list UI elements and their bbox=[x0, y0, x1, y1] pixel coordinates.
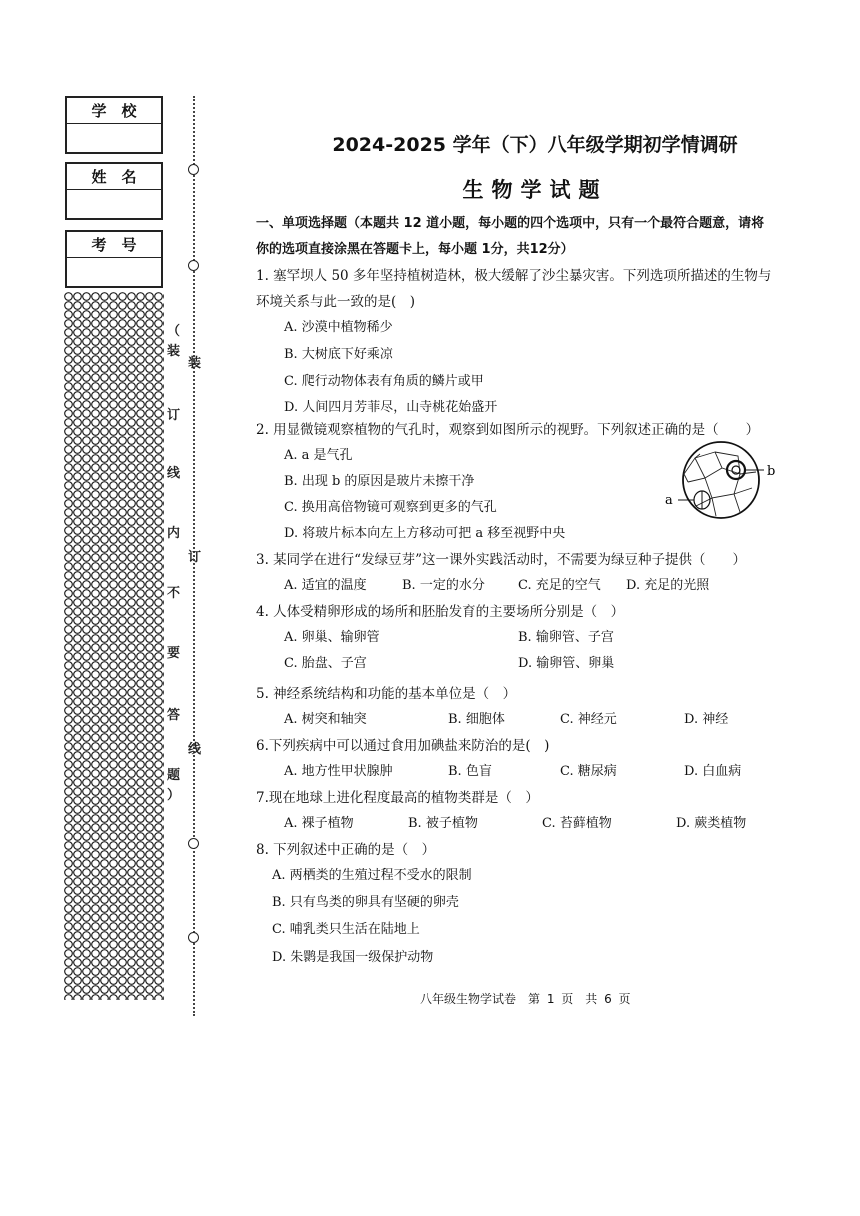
option[interactable]: A. 两栖类的生殖过程不受水的限制 bbox=[272, 868, 472, 883]
option[interactable]: C. 糖尿病 bbox=[560, 764, 617, 779]
binding-char: 装 bbox=[167, 344, 181, 359]
binding-char: 线 bbox=[188, 742, 202, 757]
option[interactable]: A. 裸子植物 bbox=[284, 816, 354, 831]
question-1-stem: 环境关系与此一致的是( ) bbox=[256, 294, 416, 310]
binding-char: 线 bbox=[167, 466, 181, 481]
question-8-stem: 8. 下列叙述中正确的是（ ） bbox=[256, 842, 436, 858]
option[interactable]: C. 充足的空气 bbox=[518, 578, 601, 593]
exam-id-label: 考 号 bbox=[67, 232, 161, 258]
binding-char: 订 bbox=[167, 408, 181, 423]
page-footer: 八年级生物学试卷 第 1 页 共 6 页 bbox=[420, 992, 631, 1006]
question-2-stem: 2. 用显微镜观察植物的气孔时，观察到如图所示的视野。下列叙述正确的是（ ） bbox=[256, 422, 760, 438]
binding-char: 答 bbox=[167, 708, 181, 723]
exam-subtitle: 生物学试题 bbox=[462, 178, 608, 202]
binding-char: 装 bbox=[188, 356, 202, 371]
option[interactable]: C. 爬行动物体表有角质的鳞片或甲 bbox=[284, 374, 484, 389]
option[interactable]: B. 出现 b 的原因是玻片未擦干净 bbox=[284, 474, 475, 489]
option[interactable]: D. 充足的光照 bbox=[626, 578, 710, 593]
microscope-field-figure bbox=[660, 438, 790, 528]
option[interactable]: B. 大树底下好乘凉 bbox=[284, 347, 393, 362]
option[interactable]: B. 色盲 bbox=[448, 764, 492, 779]
option[interactable]: C. 神经元 bbox=[560, 712, 617, 727]
option[interactable]: A. 地方性甲状腺肿 bbox=[284, 764, 393, 779]
option[interactable]: C. 换用高倍物镜可观察到更多的气孔 bbox=[284, 500, 497, 515]
question-4-stem: 4. 人体受精卵形成的场所和胚胎发育的主要场所分别是（ ） bbox=[256, 604, 625, 620]
binding-hole-icon bbox=[188, 932, 199, 943]
question-1-stem: 1. 塞罕坝人 50 多年坚持植树造林，极大缓解了沙尘暴灾害。下列选项所描述的生物与 bbox=[256, 268, 772, 284]
name-label: 姓 名 bbox=[67, 164, 161, 190]
option[interactable]: B. 细胞体 bbox=[448, 712, 505, 727]
binding-char: 不 bbox=[167, 586, 181, 601]
binding-char: （ bbox=[167, 324, 181, 339]
option[interactable]: A. 树突和轴突 bbox=[284, 712, 367, 727]
option[interactable]: B. 输卵管、子宫 bbox=[518, 630, 614, 645]
binding-char: ） bbox=[167, 788, 181, 803]
binding-char: 订 bbox=[188, 550, 202, 565]
option[interactable]: C. 胎盘、子宫 bbox=[284, 656, 367, 671]
binding-hole-icon bbox=[188, 260, 199, 271]
figure-label-a: a bbox=[665, 493, 673, 508]
binding-hole-icon bbox=[188, 164, 199, 175]
option[interactable]: D. 朱鹮是我国一级保护动物 bbox=[272, 950, 434, 965]
name-box[interactable] bbox=[65, 162, 163, 220]
binding-hole-icon bbox=[188, 838, 199, 849]
option[interactable]: B. 被子植物 bbox=[408, 816, 478, 831]
school-box[interactable] bbox=[65, 96, 163, 154]
question-6-stem: 6.下列疾病中可以通过食用加碘盐来防治的是( ) bbox=[256, 738, 550, 754]
exam-id-box[interactable] bbox=[65, 230, 163, 288]
option[interactable]: C. 苔藓植物 bbox=[542, 816, 612, 831]
binding-char: 要 bbox=[167, 646, 181, 661]
option[interactable]: D. 蕨类植物 bbox=[676, 816, 747, 831]
option[interactable]: B. 只有鸟类的卵具有坚硬的卵壳 bbox=[272, 895, 459, 910]
question-5-stem: 5. 神经系统结构和功能的基本单位是（ ） bbox=[256, 686, 517, 702]
option[interactable]: D. 人间四月芳菲尽，山寺桃花始盛开 bbox=[284, 400, 498, 415]
binding-char: 题 bbox=[167, 768, 181, 783]
school-label: 学 校 bbox=[67, 98, 161, 124]
option[interactable]: A. a 是气孔 bbox=[284, 448, 353, 463]
binding-char: 内 bbox=[167, 526, 181, 541]
question-7-stem: 7.现在地球上进化程度最高的植物类群是（ ） bbox=[256, 790, 539, 806]
option[interactable]: D. 将玻片标本向左上方移动可把 a 移至视野中央 bbox=[284, 526, 566, 541]
question-3-stem: 3. 某同学在进行“发绿豆芽”这一课外实践活动时，不需要为绿豆种子提供（ ） bbox=[256, 552, 746, 568]
option[interactable]: A. 沙漠中植物稀少 bbox=[284, 320, 393, 335]
option[interactable]: C. 哺乳类只生活在陆地上 bbox=[272, 922, 420, 937]
hatched-binding-strip bbox=[64, 292, 164, 1000]
option[interactable]: D. 白血病 bbox=[684, 764, 742, 779]
section-heading: 一、单项选择题（本题共 12 道小题，每小题的四个选项中，只有一个最符合题意，请将 bbox=[256, 216, 765, 231]
option[interactable]: B. 一定的水分 bbox=[402, 578, 485, 593]
figure-label-b: b bbox=[767, 464, 776, 479]
option[interactable]: D. 输卵管、卵巢 bbox=[518, 656, 615, 671]
section-heading: 你的选项直接涂黑在答题卡上，每小题 1分，共12分） bbox=[256, 242, 574, 257]
option[interactable]: D. 神经 bbox=[684, 712, 729, 727]
option[interactable]: A. 适宜的温度 bbox=[284, 578, 367, 593]
exam-title: 2024-2025 学年（下）八年级学期初学情调研 bbox=[332, 134, 738, 156]
option[interactable]: A. 卵巢、输卵管 bbox=[284, 630, 380, 645]
